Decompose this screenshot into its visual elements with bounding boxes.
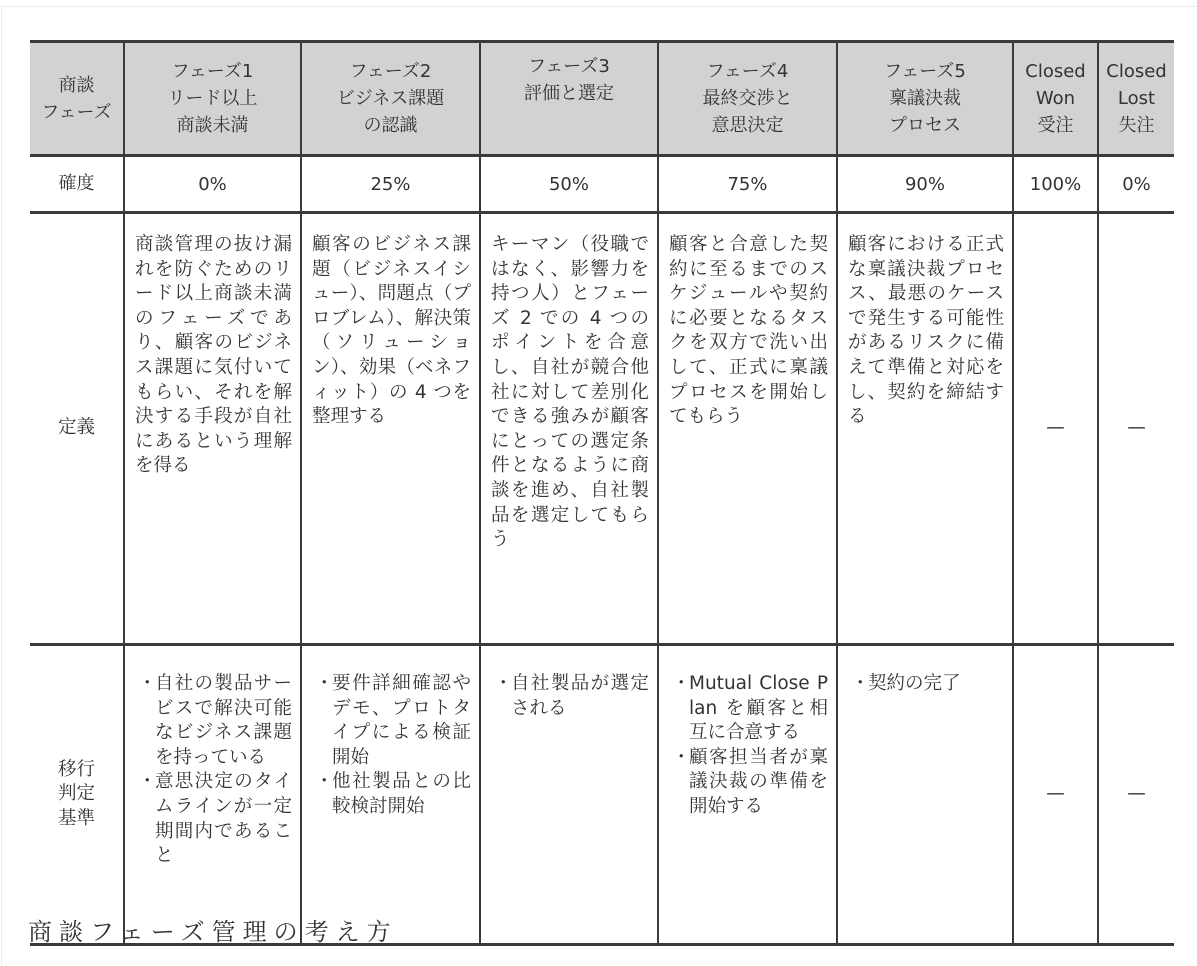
definition-cell bbox=[480, 213, 658, 645]
criteria-empty-dash: — bbox=[1098, 645, 1174, 945]
bullet-icon: ・ bbox=[138, 673, 157, 694]
header-line: フェーズ2 bbox=[349, 61, 432, 82]
criteria-label-line: 基準 bbox=[57, 807, 95, 829]
criteria-text: 契約の完了 bbox=[868, 673, 961, 694]
criteria-text: 他社製品との比較検討開始 bbox=[332, 771, 471, 817]
header-label-line: フェーズ bbox=[41, 101, 112, 123]
probability-value: 25% bbox=[301, 156, 480, 213]
header-line: Closed bbox=[1106, 61, 1167, 82]
probability-label: 確度 bbox=[30, 156, 124, 213]
header-line: 商談未満 bbox=[176, 115, 249, 136]
definition-cell bbox=[124, 213, 301, 645]
definition-empty-dash: — bbox=[1013, 213, 1098, 645]
definition-empty-dash: — bbox=[1098, 213, 1174, 645]
definition-text: 顧客と合意した契約に至るまでのスケジュールや契約に必要となるタスクを双方で洗い出して、正式に稟議プロセスを開始してもらう bbox=[669, 234, 828, 428]
definition-cell bbox=[301, 213, 480, 645]
criteria-list bbox=[669, 672, 828, 820]
definition-text: 顧客のビジネス課題（ビジネスイシュー）、問題点（プロブレム）、解決策（ソリューション）、効果（ベネフィット）の 4 つを整理する bbox=[312, 234, 471, 428]
header-line: フェーズ3 bbox=[528, 56, 610, 77]
bullet-icon: ・ bbox=[672, 673, 691, 694]
header-closed-lost bbox=[1098, 42, 1174, 156]
criteria-list bbox=[491, 672, 649, 721]
criteria-text: 自社の製品サービスで解決可能なビジネス課題を持っている bbox=[155, 673, 292, 768]
header-label-line: 商談 bbox=[58, 74, 95, 96]
criteria-label bbox=[30, 645, 124, 945]
criteria-row bbox=[30, 645, 1174, 945]
probability-value: 100% bbox=[1013, 156, 1098, 213]
criteria-item bbox=[135, 770, 292, 868]
header-line: プロセス bbox=[889, 115, 961, 136]
header-phase-1 bbox=[124, 42, 301, 156]
criteria-text: 意思決定のタイムラインが一定期間内であること bbox=[155, 771, 292, 867]
bullet-icon: ・ bbox=[315, 673, 334, 694]
definition-text: キーマン（役職ではなく、影響力を持つ人）とフェーズ 2 での 4 つのポイントを合意し、自社が競合他社に対して差別化できる強みが顧客にとっての選定条件となるように商談を進め、自社製品を選定してもらう bbox=[491, 234, 649, 551]
criteria-list bbox=[135, 672, 292, 869]
bullet-icon: ・ bbox=[138, 771, 157, 793]
header-line: フェーズ4 bbox=[706, 61, 789, 82]
definition-text: 顧客における正式な稟議決裁プロセス、最悪のケースで発生する可能性があるリスクに備えて準備と対応をし、契約を締結する bbox=[848, 234, 1004, 428]
criteria-text: Mutual Close Plan を顧客と相互に合意する bbox=[689, 673, 828, 744]
header-line: フェーズ1 bbox=[171, 61, 254, 82]
criteria-cell bbox=[124, 645, 301, 945]
header-line: 受注 bbox=[1037, 115, 1074, 136]
header-line: 最終交渉と bbox=[702, 88, 793, 109]
header-line: 失注 bbox=[1118, 115, 1155, 136]
criteria-item bbox=[848, 672, 1004, 697]
header-line: 評価と選定 bbox=[524, 83, 614, 104]
header-line: 意思決定 bbox=[711, 115, 784, 136]
criteria-list bbox=[848, 672, 1004, 697]
header-line: 稟議決裁 bbox=[889, 88, 961, 109]
probability-value: 0% bbox=[1098, 156, 1174, 213]
header-line: リード以上 bbox=[167, 88, 258, 109]
definition-text: 商談管理の抜け漏れを防ぐためのリード以上商談未満のフェーズであり、顧客のビジネス課題に気付いてもらい、それを解決する手段が自社にあるという理解を得る bbox=[135, 234, 292, 477]
definition-cell bbox=[658, 213, 837, 645]
criteria-list bbox=[312, 672, 471, 820]
definition-row bbox=[30, 213, 1174, 645]
bullet-icon: ・ bbox=[315, 771, 334, 793]
header-closed-won bbox=[1013, 42, 1098, 156]
criteria-text: 自社製品が選定される bbox=[511, 673, 649, 719]
criteria-item bbox=[312, 672, 471, 770]
header-line: Won bbox=[1035, 88, 1076, 109]
definition-label: 定義 bbox=[30, 213, 124, 645]
header-row bbox=[30, 42, 1174, 156]
header-phase-2 bbox=[301, 42, 480, 156]
probability-value: 50% bbox=[480, 156, 658, 213]
criteria-cell bbox=[301, 645, 480, 945]
definition-cell bbox=[837, 213, 1013, 645]
bullet-icon: ・ bbox=[851, 673, 870, 694]
criteria-text: 顧客担当者が稟議決裁の準備を開始する bbox=[689, 746, 828, 817]
header-line: Closed bbox=[1025, 61, 1086, 82]
criteria-item bbox=[669, 746, 828, 820]
criteria-text: 要件詳細確認やデモ、プロトタイプによる検証開始 bbox=[332, 673, 471, 768]
header-phase-3 bbox=[480, 42, 658, 156]
header-line: ビジネス課題 bbox=[336, 88, 445, 109]
criteria-item bbox=[491, 672, 649, 721]
figure-caption: 商談フェーズ管理の考え方 bbox=[28, 918, 398, 946]
bullet-icon: ・ bbox=[494, 673, 513, 694]
criteria-label-line: 移行 bbox=[57, 758, 95, 780]
criteria-item bbox=[312, 770, 471, 819]
criteria-cell bbox=[658, 645, 837, 945]
criteria-item bbox=[135, 672, 292, 770]
probability-value: 0% bbox=[124, 156, 301, 213]
header-line: Lost bbox=[1117, 88, 1156, 109]
criteria-cell bbox=[480, 645, 658, 945]
criteria-empty-dash: — bbox=[1013, 645, 1098, 945]
header-row-label bbox=[30, 42, 124, 156]
header-line: フェーズ5 bbox=[884, 61, 966, 82]
header-line: の認識 bbox=[363, 115, 418, 136]
probability-value: 90% bbox=[837, 156, 1013, 213]
probability-row bbox=[30, 156, 1174, 213]
criteria-item bbox=[669, 672, 828, 746]
header-phase-5 bbox=[837, 42, 1013, 156]
sales-phase-table bbox=[30, 40, 1174, 946]
header-phase-4 bbox=[658, 42, 837, 156]
bullet-icon: ・ bbox=[672, 746, 691, 768]
criteria-label-line: 判定 bbox=[57, 783, 95, 805]
probability-value: 75% bbox=[658, 156, 837, 213]
criteria-cell bbox=[837, 645, 1013, 945]
